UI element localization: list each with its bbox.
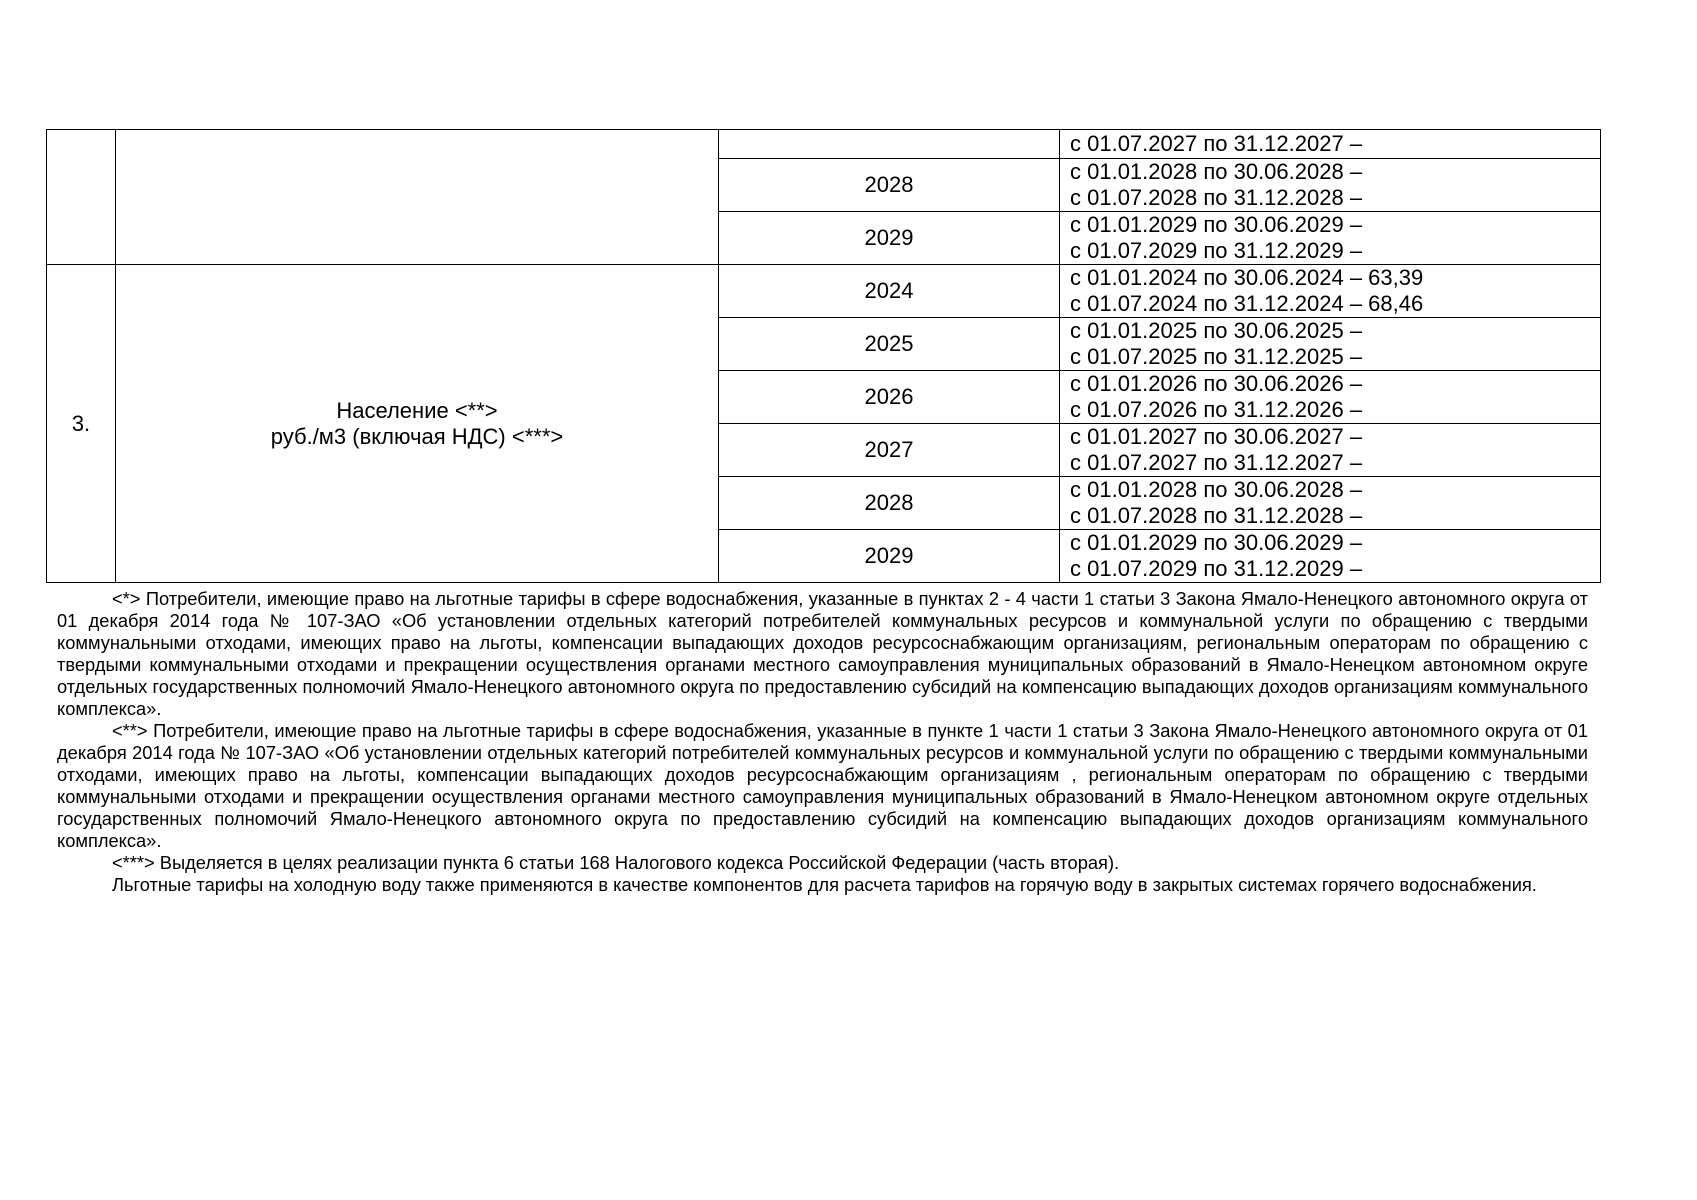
period-line: с 01.01.2024 по 30.06.2024 – 63,39 bbox=[1070, 265, 1424, 290]
table-row bbox=[47, 265, 1601, 318]
category-cell bbox=[116, 265, 719, 583]
period-cell bbox=[1060, 371, 1601, 424]
category-unit: руб./м3 (включая НДС) <***> bbox=[270, 423, 564, 449]
period-line: с 01.07.2029 по 31.12.2029 – bbox=[1070, 238, 1363, 263]
footnote-3: <***> Выделяется в целях реализации пункта 6 статьи 168 Налогового кодекса Российской Федерации (часть вторая). bbox=[112, 852, 1120, 873]
year-cell: 2028 bbox=[719, 477, 1060, 530]
category-label: Население <**> bbox=[336, 397, 498, 423]
row-number-cell: 3. bbox=[47, 265, 116, 583]
year-cell: 2029 bbox=[719, 212, 1060, 265]
period-line: с 01.07.2028 по 31.12.2028 – bbox=[1070, 185, 1363, 210]
period-line: с 01.07.2026 по 31.12.2026 – bbox=[1070, 397, 1363, 422]
category-cell bbox=[116, 130, 719, 265]
footnote-1: <*> Потребители, имеющие право на льготные тарифы в сфере водоснабжения, указанные в пунктах 2 - 4 части 1 статьи 3 Закона Ямало-Ненецкого автономного округа от 01 декабря 2014 года № 107-ЗАО «Об установлении отдельных категорий потребителей коммунальных ресурсов и коммунальной услуги по обращению с твердыми коммунальными отходами, имеющих право на льготы, компенсации выпадающих доходов ресурсоснабжающим организациям, региональным операторам по обращению с твердыми коммунальными отходами и прекращении осуществления органами местного самоуправления муниципальных образований в Ямало-Ненецком автономном округе отдельных государственных полномочий Ямало-Ненецкого автономного округа по предоставлению субсидий на компенсацию выпадающих доходов организациям коммунального комплекса». bbox=[57, 588, 1588, 719]
row-number-cell bbox=[47, 130, 116, 265]
year-cell: 2026 bbox=[719, 371, 1060, 424]
period-line: с 01.01.2029 по 30.06.2029 – bbox=[1070, 530, 1363, 555]
year-cell: 2029 bbox=[719, 530, 1060, 583]
period-cell bbox=[1060, 130, 1601, 159]
tariff-table bbox=[46, 129, 1601, 583]
period-line: с 01.01.2025 по 30.06.2025 – bbox=[1070, 318, 1363, 343]
period-line: с 01.01.2026 по 30.06.2026 – bbox=[1070, 371, 1363, 396]
period-line: с 01.07.2028 по 31.12.2028 – bbox=[1070, 503, 1363, 528]
period-line: с 01.01.2029 по 30.06.2029 – bbox=[1070, 212, 1363, 237]
period-cell bbox=[1060, 159, 1601, 212]
period-line: с 01.01.2027 по 30.06.2027 – bbox=[1070, 424, 1363, 449]
footnote-note: Льготные тарифы на холодную воду также применяются в качестве компонентов для расчета тарифов на горячую воду в закрытых системах горячего водоснабжения. bbox=[112, 874, 1537, 895]
year-cell bbox=[719, 130, 1060, 159]
period-cell bbox=[1060, 212, 1601, 265]
period-line: с 01.07.2029 по 31.12.2029 – bbox=[1070, 556, 1363, 581]
period-line: с 01.07.2024 по 31.12.2024 – 68,46 bbox=[1070, 291, 1424, 316]
period-cell bbox=[1060, 265, 1601, 318]
period-cell bbox=[1060, 477, 1601, 530]
period-line: с 01.07.2027 по 31.12.2027 – bbox=[1070, 450, 1363, 475]
year-cell: 2024 bbox=[719, 265, 1060, 318]
table-row bbox=[47, 130, 1601, 159]
footnote-2: <**> Потребители, имеющие право на льготные тарифы в сфере водоснабжения, указанные в пункте 1 части 1 статьи 3 Закона Ямало-Ненецкого автономного округа от 01 декабря 2014 года № 107-ЗАО «Об установлении отдельных категорий потребителей коммунальных ресурсов и коммунальной услуги по обращению с твердыми коммунальными отходами, имеющих право на льготы, компенсации выпадающих доходов ресурсоснабжающим организациям , региональным операторам по обращению с твердыми коммунальными отходами и прекращении осуществления органами местного самоуправления муниципальных образований в Ямало-Ненецком автономном округе отдельных государственных полномочий Ямало-Ненецкого автономного округа по предоставлению субсидий на компенсацию выпадающих доходов организациям коммунального комплекса». bbox=[57, 720, 1588, 851]
year-cell: 2025 bbox=[719, 318, 1060, 371]
period-cell bbox=[1060, 424, 1601, 477]
year-cell: 2028 bbox=[719, 159, 1060, 212]
period-cell bbox=[1060, 318, 1601, 371]
period-line: с 01.07.2027 по 31.12.2027 – bbox=[1070, 131, 1363, 156]
period-line: с 01.01.2028 по 30.06.2028 – bbox=[1070, 159, 1363, 184]
period-line: с 01.07.2025 по 31.12.2025 – bbox=[1070, 344, 1363, 369]
footnotes bbox=[57, 588, 1588, 896]
period-line: с 01.01.2028 по 30.06.2028 – bbox=[1070, 477, 1363, 502]
year-cell: 2027 bbox=[719, 424, 1060, 477]
period-cell bbox=[1060, 530, 1601, 583]
